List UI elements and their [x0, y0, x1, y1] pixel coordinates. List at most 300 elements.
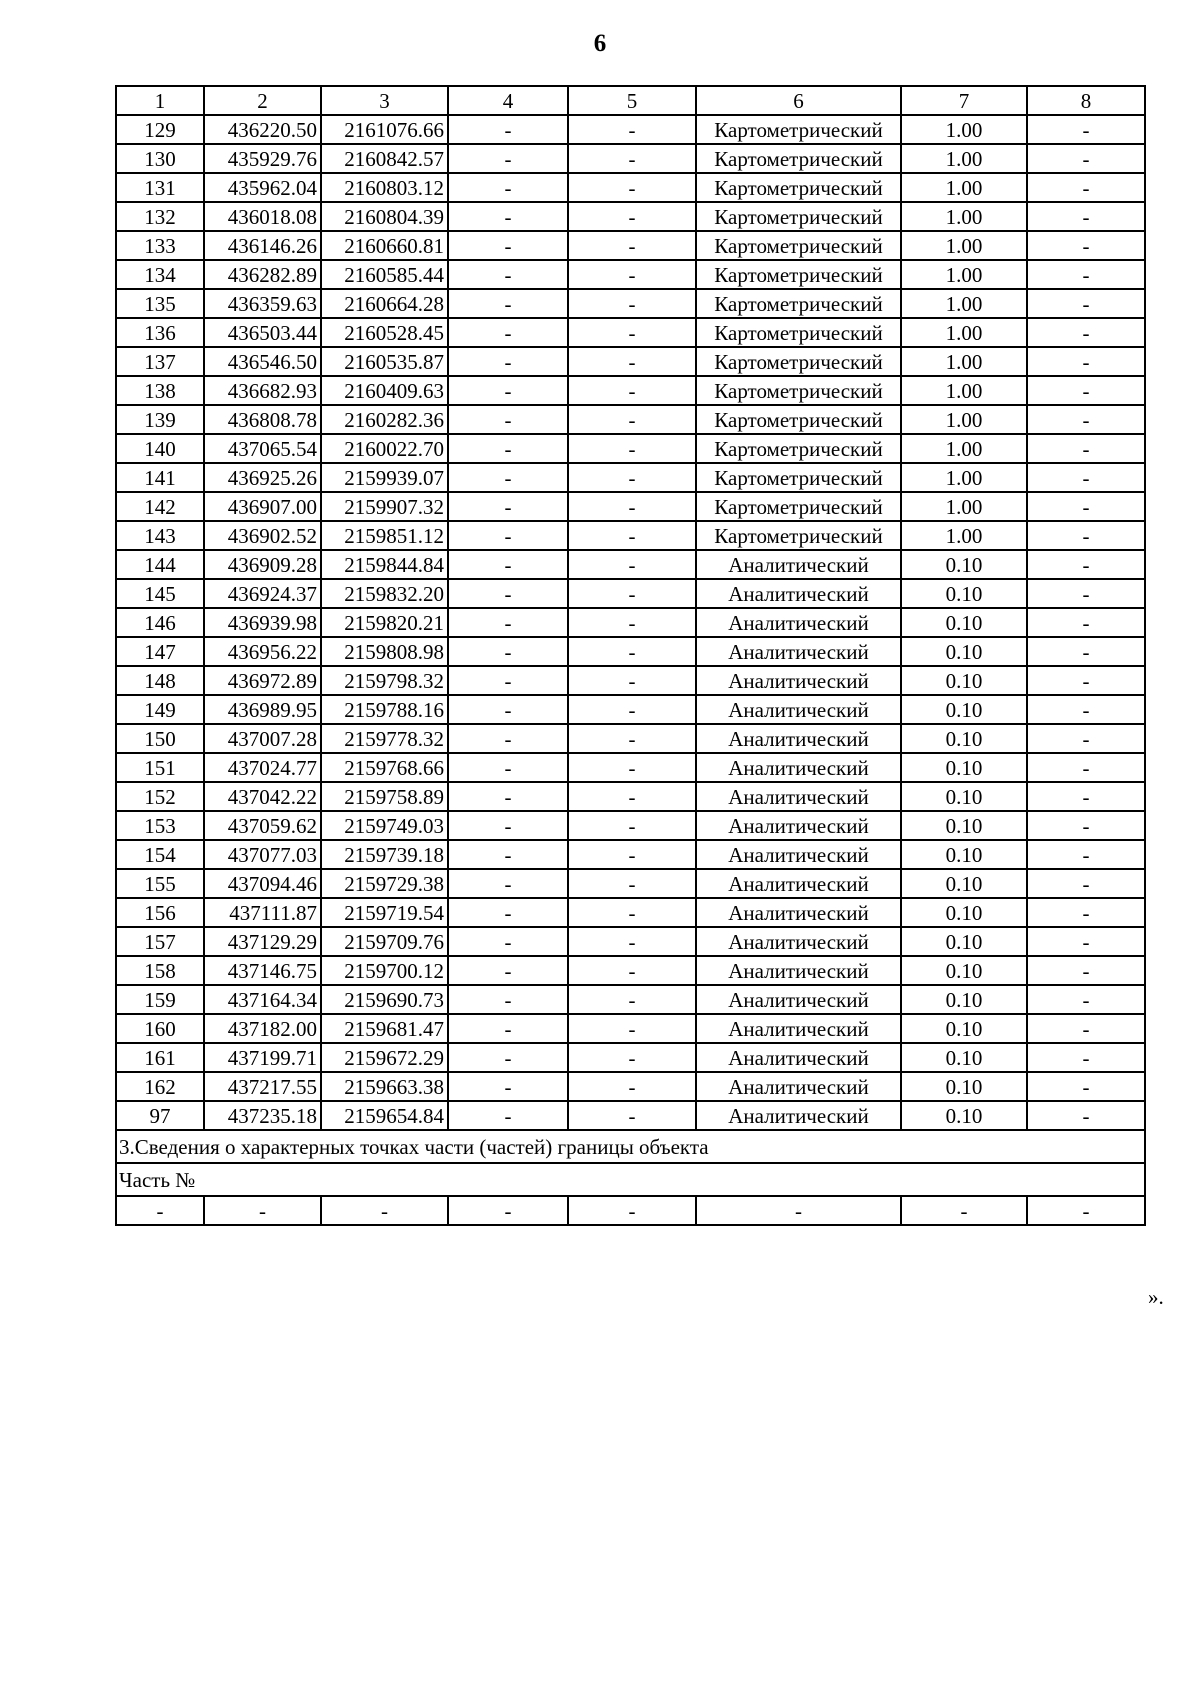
- table-row-col-4-cell: -: [448, 869, 568, 898]
- table-row-method-cell: Картометрический: [696, 115, 901, 144]
- table-row-col-4-cell: -: [448, 521, 568, 550]
- table-row-accuracy-cell: 0.10: [901, 782, 1027, 811]
- table-row-method-cell: Аналитический: [696, 695, 901, 724]
- table-row-point-number-cell: 143: [116, 521, 204, 550]
- table-row-x-coordinate-cell: 437129.29: [204, 927, 321, 956]
- table-row: [116, 260, 1145, 289]
- table-row-point-number-cell: 157: [116, 927, 204, 956]
- table-row-accuracy-cell: 1.00: [901, 173, 1027, 202]
- table-row-y-coordinate-cell: 2159758.89: [321, 782, 448, 811]
- table-row-y-coordinate-cell: 2160282.36: [321, 405, 448, 434]
- table-row: [116, 550, 1145, 579]
- table-row-y-coordinate-cell: 2160585.44: [321, 260, 448, 289]
- table-row-x-coordinate-cell: 437077.03: [204, 840, 321, 869]
- table-row-col-8-cell: -: [1027, 202, 1145, 231]
- table-row-x-coordinate-cell: 435929.76: [204, 144, 321, 173]
- table-row-col-4-cell: -: [448, 202, 568, 231]
- table-row-col-5-cell: -: [568, 231, 696, 260]
- table-row: [116, 1043, 1145, 1072]
- table-row: [116, 289, 1145, 318]
- table-row-col-8-cell: -: [1027, 115, 1145, 144]
- table-header-row-method-cell: 6: [696, 86, 901, 115]
- table-row-col-4-cell: -: [448, 318, 568, 347]
- table-row-col-4-cell: -: [448, 985, 568, 1014]
- table-row-accuracy-cell: 0.10: [901, 724, 1027, 753]
- table-row-y-coordinate-cell: 2159788.16: [321, 695, 448, 724]
- table-row-col-4-cell: -: [448, 637, 568, 666]
- table-row-x-coordinate-cell: 436359.63: [204, 289, 321, 318]
- table-row-accuracy-cell: 1.00: [901, 115, 1027, 144]
- table-row-point-number-cell: 156: [116, 898, 204, 927]
- table-row-y-coordinate-cell: 2159939.07: [321, 463, 448, 492]
- section3-title-row: [116, 1130, 1145, 1163]
- table-row-x-coordinate-cell: 437111.87: [204, 898, 321, 927]
- table-row-method-cell: Картометрический: [696, 463, 901, 492]
- table-row: [116, 115, 1145, 144]
- table-row-col-8-cell: -: [1027, 898, 1145, 927]
- table-row-y-coordinate-cell: 2161076.66: [321, 115, 448, 144]
- table-row-col-8-cell: -: [1027, 1014, 1145, 1043]
- table-row-col-4-cell: -: [448, 753, 568, 782]
- table-row-col-8-cell: -: [1027, 1101, 1145, 1130]
- table-row: [116, 637, 1145, 666]
- table-row-method-cell: Аналитический: [696, 1072, 901, 1101]
- table-row-point-number-cell: 159: [116, 985, 204, 1014]
- table-row-y-coordinate-cell: 2159690.73: [321, 985, 448, 1014]
- table-row-x-coordinate-cell: 437065.54: [204, 434, 321, 463]
- table-row-x-coordinate-cell: 437199.71: [204, 1043, 321, 1072]
- table-row-x-coordinate-cell: 436925.26: [204, 463, 321, 492]
- table-row-col-4-cell: -: [448, 666, 568, 695]
- table-row-point-number-cell: 161: [116, 1043, 204, 1072]
- table-row-col-4-cell: -: [448, 608, 568, 637]
- table-row: [116, 869, 1145, 898]
- table-row-x-coordinate-cell: 437024.77: [204, 753, 321, 782]
- table-row-col-4-cell: -: [448, 347, 568, 376]
- table-row-col-4-cell: -: [448, 463, 568, 492]
- table-row-col-8-cell: -: [1027, 521, 1145, 550]
- table-row-col-8-cell: -: [1027, 985, 1145, 1014]
- table-row-point-number-cell: 145: [116, 579, 204, 608]
- table-row-col-4-cell: -: [448, 550, 568, 579]
- table-row-accuracy-cell: 1.00: [901, 463, 1027, 492]
- table-row-x-coordinate-cell: 436808.78: [204, 405, 321, 434]
- closing-quote-suffix: ».: [1148, 1285, 1164, 1309]
- table-row-point-number-cell: 149: [116, 695, 204, 724]
- table-row-method-cell: Аналитический: [696, 956, 901, 985]
- table-row-point-number-cell: 134: [116, 260, 204, 289]
- table-row-x-coordinate-cell: 436682.93: [204, 376, 321, 405]
- table-header-row-col-4-cell: 4: [448, 86, 568, 115]
- table-row-point-number-cell: 155: [116, 869, 204, 898]
- table-row: [116, 434, 1145, 463]
- table-row-y-coordinate-cell: 2160528.45: [321, 318, 448, 347]
- table-row-method-cell: Аналитический: [696, 724, 901, 753]
- table-row-col-5-cell: -: [568, 260, 696, 289]
- table-row-point-number-cell: 97: [116, 1101, 204, 1130]
- table-row-col-4-cell: -: [448, 956, 568, 985]
- table-row-col-5-cell: -: [568, 521, 696, 550]
- table-row-col-8-cell: -: [1027, 840, 1145, 869]
- table-row-col-4-cell: -: [448, 173, 568, 202]
- table-row-col-5-cell: -: [568, 115, 696, 144]
- table-row-y-coordinate-cell: 2159672.29: [321, 1043, 448, 1072]
- table-row: [116, 695, 1145, 724]
- table-row-method-cell: Аналитический: [696, 608, 901, 637]
- table-row-col-8-cell: -: [1027, 231, 1145, 260]
- table-row-method-cell: Картометрический: [696, 434, 901, 463]
- table-row: [116, 927, 1145, 956]
- table-row-y-coordinate-cell: 2159663.38: [321, 1072, 448, 1101]
- table-row-accuracy-cell: 1.00: [901, 347, 1027, 376]
- table-row-col-8-cell: -: [1027, 144, 1145, 173]
- table-row-col-5-cell: -: [568, 289, 696, 318]
- table-row-accuracy-cell: 0.10: [901, 811, 1027, 840]
- table-row-col-8-cell: -: [1027, 608, 1145, 637]
- table-row-y-coordinate-cell: 2159749.03: [321, 811, 448, 840]
- table-header-row: [116, 86, 1145, 115]
- table-row-col-8-cell: -: [1027, 869, 1145, 898]
- table-row-method-cell: Картометрический: [696, 492, 901, 521]
- table-row-point-number-cell: 133: [116, 231, 204, 260]
- table-row-y-coordinate-cell: 2159768.66: [321, 753, 448, 782]
- table-row-col-5-cell: -: [568, 666, 696, 695]
- table-row: [116, 1072, 1145, 1101]
- table-row-x-coordinate-cell: 437094.46: [204, 869, 321, 898]
- table-row-y-coordinate-cell: 2159681.47: [321, 1014, 448, 1043]
- table-row-col-5-cell: -: [568, 1043, 696, 1072]
- table-row-y-coordinate-cell: 2159739.18: [321, 840, 448, 869]
- table-row-y-coordinate-cell: 2160664.28: [321, 289, 448, 318]
- table-row-method-cell: Картометрический: [696, 318, 901, 347]
- empty-row-point-number-cell: -: [116, 1196, 204, 1225]
- table-row-col-8-cell: -: [1027, 956, 1145, 985]
- table-row-y-coordinate-cell: 2159700.12: [321, 956, 448, 985]
- table-row-method-cell: Картометрический: [696, 260, 901, 289]
- table-row-col-5-cell: -: [568, 840, 696, 869]
- table-row: [116, 144, 1145, 173]
- table-row-point-number-cell: 152: [116, 782, 204, 811]
- table-row-col-5-cell: -: [568, 463, 696, 492]
- table-row-point-number-cell: 160: [116, 1014, 204, 1043]
- table-row-x-coordinate-cell: 436546.50: [204, 347, 321, 376]
- table-row-y-coordinate-cell: 2159851.12: [321, 521, 448, 550]
- table-row-col-4-cell: -: [448, 144, 568, 173]
- table-row-col-8-cell: -: [1027, 1072, 1145, 1101]
- table-row: [116, 782, 1145, 811]
- table-row-method-cell: Аналитический: [696, 811, 901, 840]
- empty-row-col-5-cell: -: [568, 1196, 696, 1225]
- empty-row-col-4-cell: -: [448, 1196, 568, 1225]
- table-header-row-x-coordinate-cell: 2: [204, 86, 321, 115]
- table-row-method-cell: Картометрический: [696, 521, 901, 550]
- table-row-method-cell: Картометрический: [696, 202, 901, 231]
- table-row-y-coordinate-cell: 2159654.84: [321, 1101, 448, 1130]
- table-row-point-number-cell: 129: [116, 115, 204, 144]
- table-row-col-4-cell: -: [448, 405, 568, 434]
- table-row: [116, 318, 1145, 347]
- table-row-accuracy-cell: 1.00: [901, 434, 1027, 463]
- table-row-x-coordinate-cell: 437182.00: [204, 1014, 321, 1043]
- table-row-col-4-cell: -: [448, 376, 568, 405]
- table-row-col-4-cell: -: [448, 782, 568, 811]
- table-row-col-8-cell: -: [1027, 666, 1145, 695]
- table-row-accuracy-cell: 0.10: [901, 753, 1027, 782]
- table-row-col-8-cell: -: [1027, 637, 1145, 666]
- table-row-col-5-cell: -: [568, 318, 696, 347]
- table-row-x-coordinate-cell: 436907.00: [204, 492, 321, 521]
- table-row-x-coordinate-cell: 437217.55: [204, 1072, 321, 1101]
- table-row: [116, 985, 1145, 1014]
- table-header-row-point-number-cell: 1: [116, 86, 204, 115]
- table-row-x-coordinate-cell: 437042.22: [204, 782, 321, 811]
- table-row-col-5-cell: -: [568, 579, 696, 608]
- table-row-method-cell: Картометрический: [696, 405, 901, 434]
- table-header-row-col-5-cell: 5: [568, 86, 696, 115]
- table-row: [116, 376, 1145, 405]
- table-row-y-coordinate-cell: 2159808.98: [321, 637, 448, 666]
- table-row-method-cell: Аналитический: [696, 782, 901, 811]
- table-row-method-cell: Картометрический: [696, 376, 901, 405]
- table-row-col-8-cell: -: [1027, 492, 1145, 521]
- table-row-col-4-cell: -: [448, 289, 568, 318]
- table-row-method-cell: Аналитический: [696, 927, 901, 956]
- table-row-y-coordinate-cell: 2159719.54: [321, 898, 448, 927]
- table-row-accuracy-cell: 1.00: [901, 521, 1027, 550]
- table-row-col-8-cell: -: [1027, 347, 1145, 376]
- table-row: [116, 1014, 1145, 1043]
- table-row: [116, 231, 1145, 260]
- table-row-col-8-cell: -: [1027, 811, 1145, 840]
- table-row-y-coordinate-cell: 2160022.70: [321, 434, 448, 463]
- table-row-x-coordinate-cell: 436989.95: [204, 695, 321, 724]
- empty-row-y-coordinate-cell: -: [321, 1196, 448, 1225]
- table-row-col-4-cell: -: [448, 724, 568, 753]
- table-row: [116, 753, 1145, 782]
- table-row-col-4-cell: -: [448, 1014, 568, 1043]
- table-row-col-5-cell: -: [568, 927, 696, 956]
- table-row-col-4-cell: -: [448, 434, 568, 463]
- table-row-y-coordinate-cell: 2159844.84: [321, 550, 448, 579]
- table-row-col-8-cell: -: [1027, 753, 1145, 782]
- table-row-point-number-cell: 132: [116, 202, 204, 231]
- table-row: [116, 811, 1145, 840]
- table-row-x-coordinate-cell: 436503.44: [204, 318, 321, 347]
- table-row-col-8-cell: -: [1027, 1043, 1145, 1072]
- table-row-accuracy-cell: 0.10: [901, 898, 1027, 927]
- table-row-col-4-cell: -: [448, 811, 568, 840]
- table-row-method-cell: Аналитический: [696, 1101, 901, 1130]
- table-row-col-4-cell: -: [448, 1043, 568, 1072]
- table-header-row-col-8-cell: 8: [1027, 86, 1145, 115]
- table-row-accuracy-cell: 0.10: [901, 956, 1027, 985]
- table-row-accuracy-cell: 0.10: [901, 1072, 1027, 1101]
- table-row-point-number-cell: 146: [116, 608, 204, 637]
- table-row-accuracy-cell: 0.10: [901, 666, 1027, 695]
- table-row-method-cell: Аналитический: [696, 869, 901, 898]
- table-row-method-cell: Аналитический: [696, 666, 901, 695]
- table-row-col-8-cell: -: [1027, 695, 1145, 724]
- table-row-col-4-cell: -: [448, 115, 568, 144]
- table-row-method-cell: Аналитический: [696, 579, 901, 608]
- table-row-x-coordinate-cell: 436924.37: [204, 579, 321, 608]
- table-body: [116, 86, 1145, 1225]
- part-number-label: Часть №: [116, 1163, 1145, 1196]
- table-row-point-number-cell: 131: [116, 173, 204, 202]
- table-row-y-coordinate-cell: 2160409.63: [321, 376, 448, 405]
- table-row-col-4-cell: -: [448, 927, 568, 956]
- table-row-method-cell: Аналитический: [696, 637, 901, 666]
- table-row-x-coordinate-cell: 437146.75: [204, 956, 321, 985]
- table-row-method-cell: Картометрический: [696, 289, 901, 318]
- table-row-col-5-cell: -: [568, 144, 696, 173]
- table-row-col-4-cell: -: [448, 695, 568, 724]
- table-row: [116, 579, 1145, 608]
- table-row-method-cell: Аналитический: [696, 898, 901, 927]
- table-row-col-5-cell: -: [568, 173, 696, 202]
- table-row-accuracy-cell: 1.00: [901, 405, 1027, 434]
- table-row-x-coordinate-cell: 437235.18: [204, 1101, 321, 1130]
- table-row-point-number-cell: 148: [116, 666, 204, 695]
- table-row: [116, 463, 1145, 492]
- table-row-method-cell: Аналитический: [696, 1043, 901, 1072]
- table-row-col-5-cell: -: [568, 724, 696, 753]
- table-row-y-coordinate-cell: 2159820.21: [321, 608, 448, 637]
- table-row-x-coordinate-cell: 437059.62: [204, 811, 321, 840]
- table-row-col-5-cell: -: [568, 1101, 696, 1130]
- table-row-method-cell: Аналитический: [696, 840, 901, 869]
- table-row-col-5-cell: -: [568, 347, 696, 376]
- table-row-point-number-cell: 137: [116, 347, 204, 376]
- table-row-col-8-cell: -: [1027, 927, 1145, 956]
- table-row-col-8-cell: -: [1027, 434, 1145, 463]
- table-header-row-y-coordinate-cell: 3: [321, 86, 448, 115]
- table-row: [116, 666, 1145, 695]
- table-row-point-number-cell: 136: [116, 318, 204, 347]
- table-row-col-5-cell: -: [568, 753, 696, 782]
- table-row-col-4-cell: -: [448, 1072, 568, 1101]
- table-row-point-number-cell: 151: [116, 753, 204, 782]
- table-row-accuracy-cell: 1.00: [901, 144, 1027, 173]
- table-row-method-cell: Картометрический: [696, 347, 901, 376]
- table-row-col-5-cell: -: [568, 782, 696, 811]
- table-row-y-coordinate-cell: 2159832.20: [321, 579, 448, 608]
- table-row-y-coordinate-cell: 2159709.76: [321, 927, 448, 956]
- table-row-col-4-cell: -: [448, 898, 568, 927]
- table-row-y-coordinate-cell: 2160803.12: [321, 173, 448, 202]
- table-row-x-coordinate-cell: 436972.89: [204, 666, 321, 695]
- table-row-accuracy-cell: 0.10: [901, 579, 1027, 608]
- table-row-col-5-cell: -: [568, 898, 696, 927]
- empty-row-method-cell: -: [696, 1196, 901, 1225]
- table-row-accuracy-cell: 0.10: [901, 927, 1027, 956]
- table-row-method-cell: Картометрический: [696, 173, 901, 202]
- table-row-col-5-cell: -: [568, 985, 696, 1014]
- table-row-point-number-cell: 141: [116, 463, 204, 492]
- table-row-point-number-cell: 162: [116, 1072, 204, 1101]
- table-row-accuracy-cell: 0.10: [901, 1043, 1027, 1072]
- table-row-x-coordinate-cell: 436146.26: [204, 231, 321, 260]
- table-row-col-4-cell: -: [448, 260, 568, 289]
- table-row-y-coordinate-cell: 2159729.38: [321, 869, 448, 898]
- table-row-col-5-cell: -: [568, 405, 696, 434]
- table-row-accuracy-cell: 0.10: [901, 695, 1027, 724]
- table-row-x-coordinate-cell: 436909.28: [204, 550, 321, 579]
- table-row-x-coordinate-cell: 436902.52: [204, 521, 321, 550]
- table-row: [116, 956, 1145, 985]
- table-header-row-accuracy-cell: 7: [901, 86, 1027, 115]
- part-number-label-row: [116, 1163, 1145, 1196]
- table-row-col-5-cell: -: [568, 492, 696, 521]
- table-row: [116, 1101, 1145, 1130]
- table-row-method-cell: Аналитический: [696, 550, 901, 579]
- table-row-accuracy-cell: 1.00: [901, 492, 1027, 521]
- table-row-col-5-cell: -: [568, 550, 696, 579]
- section3-title: 3.Сведения о характерных точках части (частей) границы объекта: [116, 1130, 1145, 1163]
- table-row-col-5-cell: -: [568, 811, 696, 840]
- table-row-col-5-cell: -: [568, 956, 696, 985]
- table-row-point-number-cell: 142: [116, 492, 204, 521]
- empty-row-x-coordinate-cell: -: [204, 1196, 321, 1225]
- table-row-y-coordinate-cell: 2160842.57: [321, 144, 448, 173]
- table-row-col-4-cell: -: [448, 231, 568, 260]
- table-row-accuracy-cell: 0.10: [901, 637, 1027, 666]
- table-row-method-cell: Картометрический: [696, 231, 901, 260]
- table-row-accuracy-cell: 0.10: [901, 608, 1027, 637]
- table-row-col-8-cell: -: [1027, 289, 1145, 318]
- table-row-point-number-cell: 153: [116, 811, 204, 840]
- table-row-x-coordinate-cell: 436939.98: [204, 608, 321, 637]
- table-row-x-coordinate-cell: 435962.04: [204, 173, 321, 202]
- table-row-x-coordinate-cell: 436282.89: [204, 260, 321, 289]
- table-row-x-coordinate-cell: 437007.28: [204, 724, 321, 753]
- table-row-y-coordinate-cell: 2160535.87: [321, 347, 448, 376]
- table-row-col-8-cell: -: [1027, 376, 1145, 405]
- table-row-accuracy-cell: 0.10: [901, 985, 1027, 1014]
- table-row-col-5-cell: -: [568, 608, 696, 637]
- table-row-accuracy-cell: 1.00: [901, 289, 1027, 318]
- table-row-accuracy-cell: 0.10: [901, 550, 1027, 579]
- table-row-col-8-cell: -: [1027, 405, 1145, 434]
- table-row-col-8-cell: -: [1027, 550, 1145, 579]
- table-row-col-8-cell: -: [1027, 318, 1145, 347]
- table-row-y-coordinate-cell: 2159798.32: [321, 666, 448, 695]
- table-row-col-4-cell: -: [448, 1101, 568, 1130]
- table-row-accuracy-cell: 1.00: [901, 260, 1027, 289]
- table-row-col-8-cell: -: [1027, 173, 1145, 202]
- table-row-point-number-cell: 147: [116, 637, 204, 666]
- table-row-accuracy-cell: 1.00: [901, 202, 1027, 231]
- table-row-col-5-cell: -: [568, 1072, 696, 1101]
- table-row-x-coordinate-cell: 436018.08: [204, 202, 321, 231]
- table-row-method-cell: Аналитический: [696, 1014, 901, 1043]
- table-row-col-5-cell: -: [568, 695, 696, 724]
- table-row-method-cell: Аналитический: [696, 985, 901, 1014]
- table-row-x-coordinate-cell: 436220.50: [204, 115, 321, 144]
- table-row-accuracy-cell: 0.10: [901, 1101, 1027, 1130]
- table-row-col-8-cell: -: [1027, 724, 1145, 753]
- table-row: [116, 724, 1145, 753]
- table-row-point-number-cell: 130: [116, 144, 204, 173]
- table-row-col-5-cell: -: [568, 869, 696, 898]
- table-row-col-8-cell: -: [1027, 260, 1145, 289]
- table-row-point-number-cell: 158: [116, 956, 204, 985]
- table-row-point-number-cell: 150: [116, 724, 204, 753]
- table-row: [116, 608, 1145, 637]
- table-row-accuracy-cell: 0.10: [901, 1014, 1027, 1043]
- table-row-col-4-cell: -: [448, 579, 568, 608]
- page-number: 6: [593, 30, 607, 57]
